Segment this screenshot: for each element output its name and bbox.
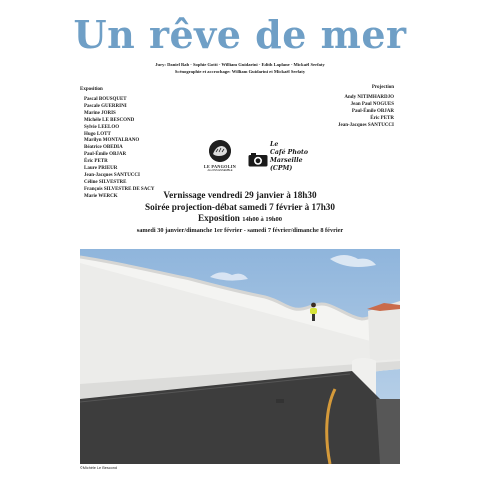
- list-item: Pascale GUERRINI: [84, 103, 127, 109]
- list-item: François SILVESTRE DE SACY: [84, 186, 155, 192]
- list-item: Sylvie LEELOO: [84, 124, 120, 130]
- credits-scenography: Scénographie et accrochage: William Guidarini et Mickaël Serfaty: [174, 68, 306, 74]
- list-item: Hugo LOTT: [84, 131, 111, 137]
- list-item: Marine JORIS: [84, 110, 116, 116]
- projection-heading: Projection: [371, 85, 394, 90]
- list-item: Paul-Émile OBJAR: [351, 108, 394, 114]
- list-item: Jean-Jacques SANTUCCI: [338, 122, 394, 128]
- pangolin-icon: [209, 140, 231, 162]
- cafe-photo-logo: Le Café Photo Marseille (CPM): [248, 140, 318, 180]
- list-item: Béatrice OBEDIA: [84, 145, 123, 151]
- vernissage-line: Vernissage vendredi 29 janvier à 18h30: [163, 190, 317, 200]
- exposition-line: Exposition 14h00 à 19h00: [198, 213, 282, 223]
- camera-icon: [248, 152, 268, 167]
- poster-photo: [80, 249, 400, 464]
- pangolin-logo: LE PANGOLIN ALLONS ENSEMBLE: [200, 140, 240, 172]
- exposition-list: [84, 97, 155, 201]
- list-item: Pascal BOUSQUET: [84, 97, 127, 102]
- photo-copyright: ©Michèle Le Bescond: [80, 466, 117, 470]
- list-item: Andy NITIMHARDJO: [344, 95, 394, 100]
- list-item: Jean-Jacques SANTUCCI: [84, 172, 140, 178]
- list-item: Éric PETR: [370, 115, 394, 121]
- list-item: Céline SILVESTRE: [84, 179, 127, 185]
- list-item: Éric PETR: [84, 159, 108, 165]
- credits: [0, 62, 480, 75]
- poster-title: Un rêve de mer: [73, 12, 407, 57]
- dates-line: samedi 30 janvier/dimanche 1er février - samedi 7 février/dimanche 8 février: [136, 226, 344, 234]
- list-item: Michèle LE BESCOND: [84, 117, 135, 123]
- credits-jury: Jury: Daniel Rab - Sophie Gotti - William Guidarini - Edith Laplane - Mickaël Serfaty: [155, 62, 325, 67]
- soiree-line: Soirée projection-débat samedi 7 février à 17h30: [144, 201, 335, 212]
- list-item: Jean Paul NOGUES: [350, 101, 394, 107]
- list-item: Paul-Émile OBJAR: [84, 152, 127, 158]
- list-item: Laure PRIEUR: [84, 166, 118, 172]
- exposition-heading: Exposition: [80, 87, 103, 92]
- list-item: Marie WERCK: [84, 193, 118, 199]
- projection-list: [338, 95, 394, 130]
- list-item: Marilyn MONTALBANO: [84, 138, 140, 144]
- event-schedule: [0, 190, 480, 235]
